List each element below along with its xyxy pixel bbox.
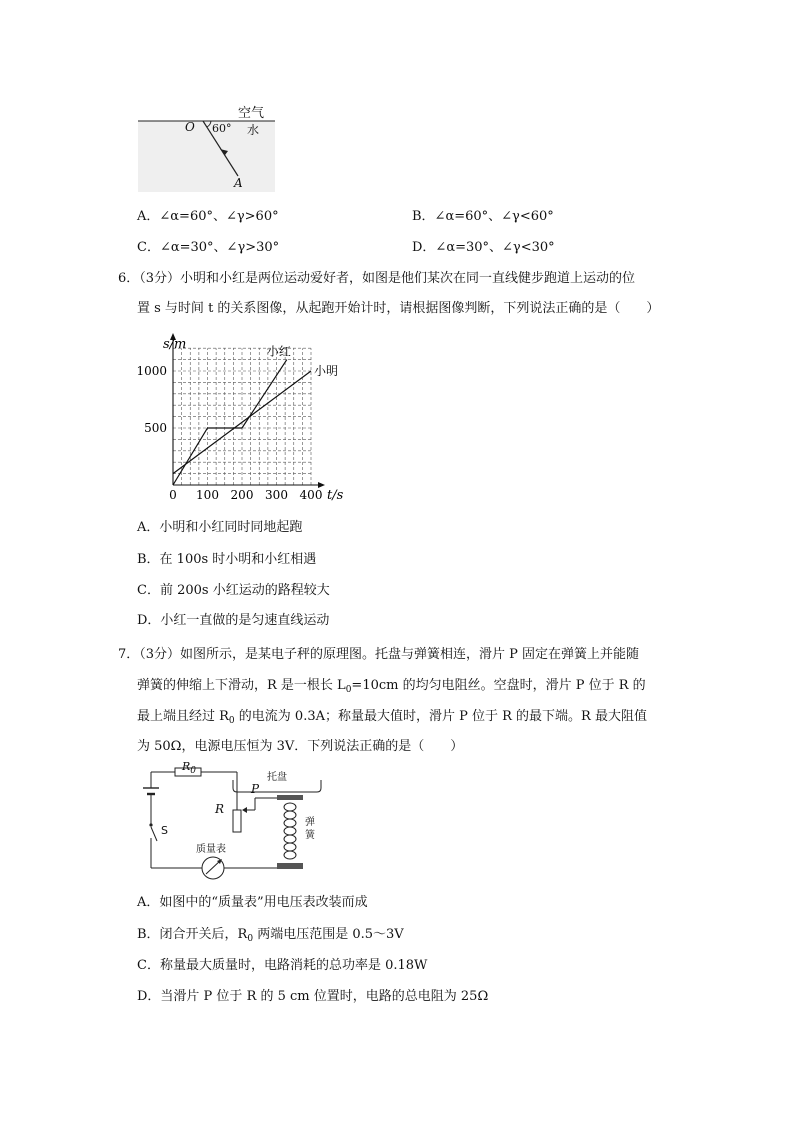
q7-circuit-figure (135, 762, 335, 882)
x-tick-label: 0 (169, 488, 177, 502)
q5-option-d[interactable]: D．∠α=30°、∠γ<30° (412, 240, 555, 255)
y-tick-label: 500 (144, 421, 167, 435)
q7-stem-line1: 7．（3分）如图所示，是某电子秤的原理图。托盘与弹簧相连，滑片 P 固定在弹簧上并能随 (118, 647, 640, 662)
q6-option-d[interactable]: D．小红一直做的是匀速直线运动 (137, 613, 330, 628)
q5-option-b[interactable]: B．∠α=60°、∠γ<60° (412, 209, 554, 224)
water-label: 水 (247, 123, 260, 137)
r-resistor (233, 810, 241, 832)
q6-chart (135, 330, 350, 505)
point-o-label: O (185, 120, 195, 134)
x-tick-label: 100 (196, 488, 219, 502)
q6-stem-line1: 6．（3分）小明和小红是两位运动爱好者，如图是他们某次在同一直线健步跑道上运动的位 (118, 271, 636, 286)
q7-option-a[interactable]: A．如图中的“质量表”用电压表改装而成 (137, 895, 368, 910)
x-tick-label: 200 (230, 488, 254, 502)
x-tick-label: 400 (299, 488, 323, 502)
air-label: 空气 (238, 106, 265, 121)
x-axis-label: t/s (327, 488, 344, 503)
spring (284, 803, 296, 859)
spring-base-plate (277, 863, 303, 869)
r-label: R (215, 802, 225, 816)
q6-option-b[interactable]: B．在 100s 时小明和小红相遇 (137, 552, 317, 567)
r0-label: $R_0$ (182, 760, 197, 776)
tray-label: 托盘 (267, 772, 287, 783)
q7-stem-line3: 最上端且经过 $R_0$ 的电流为 0.3A；称量最大值时，滑片 P 位于 R 的最下端。R 最大阻值 (137, 709, 647, 726)
switch (151, 827, 157, 841)
series-label-1: 小明 (314, 364, 339, 378)
q5-option-a[interactable]: A．∠α=60°、∠γ>60° (137, 209, 279, 224)
p-label: P (251, 782, 260, 796)
point-a-label: A (234, 176, 243, 190)
series-label-0: 小红 (266, 344, 291, 359)
angle-label: 60° (212, 122, 232, 135)
q7-option-b[interactable]: B．闭合开关后，$R_0$ 两端电压范围是 0.5～3V (137, 927, 404, 944)
q7-option-d[interactable]: D．当滑片 P 位于 R 的 5 cm 位置时，电路的总电阻为 25Ω (137, 989, 489, 1004)
q6-option-a[interactable]: A．小明和小红同时同地起跑 (137, 520, 303, 535)
q6-option-c[interactable]: C．前 200s 小红运动的路程较大 (137, 583, 330, 598)
q6-stem-line2: 置 s 与时间 t 的关系图像，从起跑开始计时，请根据图像判断，下列说法正确的是（ ） (137, 301, 660, 316)
q5-figure (135, 100, 280, 195)
y-tick-label: 1000 (136, 364, 167, 378)
spring-top-plate (277, 795, 303, 800)
meter-label: 质量表 (196, 844, 226, 855)
y-axis-label: s/m (163, 337, 187, 352)
q7-stem-line4: 为 50Ω，电源电压恒为 3V．下列说法正确的是（ ） (137, 739, 464, 754)
q7-stem-line2: 弹簧的伸缩上下滑动，R 是一根长 $L_0=10cm$ 的均匀电阻丝。空盘时，滑片 P 位于 R 的 (137, 678, 646, 695)
q7-option-c[interactable]: C．称量最大质量时，电路消耗的总功率是 0.18W (137, 958, 428, 973)
q5-option-c[interactable]: C．∠α=30°、∠γ>30° (137, 240, 280, 255)
position-time-chart (135, 330, 350, 505)
s-label: S (161, 824, 168, 837)
slider-p (242, 807, 247, 813)
spring-label: 弹簧 (305, 817, 315, 841)
x-tick-label: 300 (265, 488, 288, 502)
